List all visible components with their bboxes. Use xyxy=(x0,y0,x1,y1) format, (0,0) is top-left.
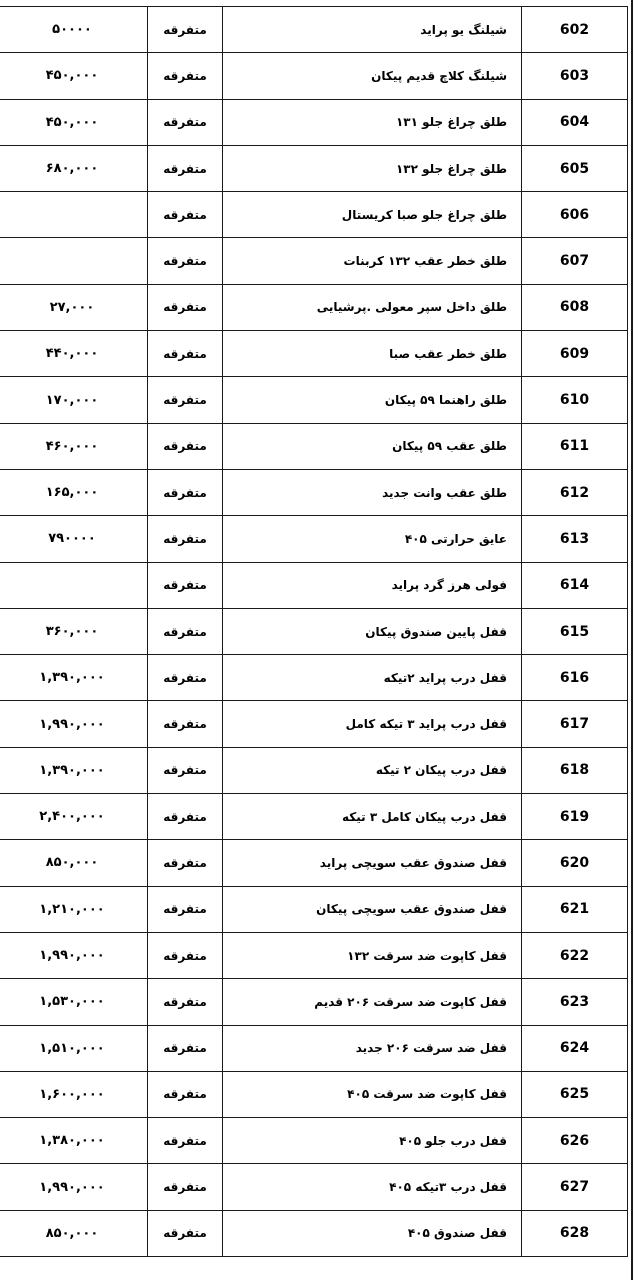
item-id: 609 xyxy=(522,331,628,377)
item-price: ۴۴۰,۰۰۰ xyxy=(0,331,148,377)
item-id: 627 xyxy=(522,1164,628,1210)
item-name: فولی هرز گرد پراید xyxy=(223,562,522,608)
item-category: متفرقه xyxy=(148,979,223,1025)
table-row xyxy=(0,1210,628,1256)
item-id: 613 xyxy=(522,516,628,562)
item-category: متفرقه xyxy=(148,655,223,701)
item-name: طلق عقب وانت جدید xyxy=(223,469,522,515)
item-price: ۳۶۰,۰۰۰ xyxy=(0,608,148,654)
item-id: 611 xyxy=(522,423,628,469)
item-price: ۴۶۰,۰۰۰ xyxy=(0,423,148,469)
table-row xyxy=(0,238,628,284)
item-price: ۶۸۰,۰۰۰ xyxy=(0,145,148,191)
item-name: قفل صندوق ۴۰۵ xyxy=(223,1210,522,1256)
item-price: ۱,۵۳۰,۰۰۰ xyxy=(0,979,148,1025)
table-row xyxy=(0,655,628,701)
item-id: 623 xyxy=(522,979,628,1025)
table-row xyxy=(0,7,628,53)
table-row xyxy=(0,747,628,793)
table-row xyxy=(0,1025,628,1071)
item-category: متفرقه xyxy=(148,99,223,145)
item-id: 606 xyxy=(522,192,628,238)
item-name: قفل کاپوت ضد سرقت ۱۳۲ xyxy=(223,932,522,978)
item-category: متفرقه xyxy=(148,1025,223,1071)
item-name: قفل ضد سرقت ۲۰۶ جدید xyxy=(223,1025,522,1071)
item-name: طلق چراغ جلو صبا کریستال xyxy=(223,192,522,238)
item-price: ۱,۹۹۰,۰۰۰ xyxy=(0,701,148,747)
item-price xyxy=(0,238,148,284)
item-price: ۱,۹۹۰,۰۰۰ xyxy=(0,1164,148,1210)
item-price: ۸۵۰,۰۰۰ xyxy=(0,1210,148,1256)
table-row xyxy=(0,1164,628,1210)
item-price: ۴۵۰,۰۰۰ xyxy=(0,53,148,99)
item-id: 615 xyxy=(522,608,628,654)
table-row xyxy=(0,932,628,978)
item-id: 625 xyxy=(522,1071,628,1117)
item-id: 624 xyxy=(522,1025,628,1071)
item-category: متفرقه xyxy=(148,331,223,377)
item-name: قفل درب پراید ۲تیکه xyxy=(223,655,522,701)
item-name: طلق راهنما ۵۹ پیکان xyxy=(223,377,522,423)
item-price: ۱,۶۰۰,۰۰۰ xyxy=(0,1071,148,1117)
item-category: متفرقه xyxy=(148,238,223,284)
table-row xyxy=(0,562,628,608)
item-id: 628 xyxy=(522,1210,628,1256)
item-category: متفرقه xyxy=(148,794,223,840)
item-category: متفرقه xyxy=(148,1071,223,1117)
item-name: قفل کاپوت ضد سرقت ۴۰۵ xyxy=(223,1071,522,1117)
item-id: 610 xyxy=(522,377,628,423)
table-row xyxy=(0,840,628,886)
item-name: طلق داخل سپر معولی .پرشیایی xyxy=(223,284,522,330)
item-category: متفرقه xyxy=(148,145,223,191)
item-name: عایق حرارتی ۴۰۵ xyxy=(223,516,522,562)
item-category: متفرقه xyxy=(148,747,223,793)
item-category: متفرقه xyxy=(148,423,223,469)
item-price: ۱۷۰,۰۰۰ xyxy=(0,377,148,423)
table-row xyxy=(0,53,628,99)
item-name: شیلنگ یو پراید xyxy=(223,7,522,53)
item-name: قفل پایین صندوق پیکان xyxy=(223,608,522,654)
table-row xyxy=(0,469,628,515)
table-row xyxy=(0,608,628,654)
item-price: ۵۰۰۰۰ xyxy=(0,7,148,53)
item-price: ۷۹۰۰۰۰ xyxy=(0,516,148,562)
item-id: 614 xyxy=(522,562,628,608)
item-name: طلق عقب ۵۹ پیکان xyxy=(223,423,522,469)
item-name: قفل صندوق عقب سویچی پیکان xyxy=(223,886,522,932)
item-category: متفرقه xyxy=(148,1210,223,1256)
item-id: 621 xyxy=(522,886,628,932)
item-id: 607 xyxy=(522,238,628,284)
item-price: ۲,۴۰۰,۰۰۰ xyxy=(0,794,148,840)
item-price xyxy=(0,562,148,608)
item-category: متفرقه xyxy=(148,886,223,932)
item-name: شیلنگ کلاچ قدیم پیکان xyxy=(223,53,522,99)
item-price xyxy=(0,192,148,238)
item-name: طلق خطر عقب ۱۳۲ کربنات xyxy=(223,238,522,284)
table-row xyxy=(0,423,628,469)
table-row xyxy=(0,99,628,145)
table-row xyxy=(0,192,628,238)
item-id: 605 xyxy=(522,145,628,191)
item-name: قفل درب پیکان ۲ تیکه xyxy=(223,747,522,793)
item-name: قفل درب پیکان کامل ۳ تیکه xyxy=(223,794,522,840)
item-id: 602 xyxy=(522,7,628,53)
item-category: متفرقه xyxy=(148,1118,223,1164)
item-id: 619 xyxy=(522,794,628,840)
item-id: 616 xyxy=(522,655,628,701)
item-id: 622 xyxy=(522,932,628,978)
item-price: ۱,۹۹۰,۰۰۰ xyxy=(0,932,148,978)
item-price: ۱,۲۱۰,۰۰۰ xyxy=(0,886,148,932)
table-row xyxy=(0,284,628,330)
price-table-body xyxy=(0,7,628,1257)
table-row xyxy=(0,1071,628,1117)
item-category: متفرقه xyxy=(148,1164,223,1210)
item-name: قفل کاپوت ضد سرقت ۲۰۶ قدیم xyxy=(223,979,522,1025)
item-id: 626 xyxy=(522,1118,628,1164)
item-id: 603 xyxy=(522,53,628,99)
item-category: متفرقه xyxy=(148,608,223,654)
table-row xyxy=(0,1118,628,1164)
item-price: ۲۷,۰۰۰ xyxy=(0,284,148,330)
item-category: متفرقه xyxy=(148,284,223,330)
item-price: ۸۵۰,۰۰۰ xyxy=(0,840,148,886)
item-price: ۱,۳۹۰,۰۰۰ xyxy=(0,747,148,793)
item-id: 612 xyxy=(522,469,628,515)
item-category: متفرقه xyxy=(148,701,223,747)
item-name: قفل درب جلو ۴۰۵ xyxy=(223,1118,522,1164)
table-row xyxy=(0,516,628,562)
item-category: متفرقه xyxy=(148,7,223,53)
item-id: 620 xyxy=(522,840,628,886)
item-name: قفل درب ۳تیکه ۴۰۵ xyxy=(223,1164,522,1210)
item-category: متفرقه xyxy=(148,562,223,608)
item-name: طلق چراغ جلو ۱۳۲ xyxy=(223,145,522,191)
item-name: طلق چراغ جلو ۱۳۱ xyxy=(223,99,522,145)
item-category: متفرقه xyxy=(148,53,223,99)
item-price: ۱,۳۸۰,۰۰۰ xyxy=(0,1118,148,1164)
item-category: متفرقه xyxy=(148,932,223,978)
item-price: ۱۶۵,۰۰۰ xyxy=(0,469,148,515)
item-id: 604 xyxy=(522,99,628,145)
table-row xyxy=(0,794,628,840)
item-category: متفرقه xyxy=(148,516,223,562)
item-id: 608 xyxy=(522,284,628,330)
table-row xyxy=(0,145,628,191)
item-category: متفرقه xyxy=(148,840,223,886)
table-row xyxy=(0,701,628,747)
item-name: طلق خطر عقب صبا xyxy=(223,331,522,377)
item-category: متفرقه xyxy=(148,377,223,423)
price-table xyxy=(0,6,628,1257)
table-row xyxy=(0,331,628,377)
item-name: قفل درب پراید ۳ تیکه کامل xyxy=(223,701,522,747)
table-row xyxy=(0,979,628,1025)
item-price: ۱,۵۱۰,۰۰۰ xyxy=(0,1025,148,1071)
item-category: متفرقه xyxy=(148,469,223,515)
item-price: ۴۵۰,۰۰۰ xyxy=(0,99,148,145)
item-category: متفرقه xyxy=(148,192,223,238)
item-id: 617 xyxy=(522,701,628,747)
table-row xyxy=(0,886,628,932)
table-row xyxy=(0,377,628,423)
item-price: ۱,۳۹۰,۰۰۰ xyxy=(0,655,148,701)
item-name: قفل صندوق عقب سویچی پراید xyxy=(223,840,522,886)
item-id: 618 xyxy=(522,747,628,793)
